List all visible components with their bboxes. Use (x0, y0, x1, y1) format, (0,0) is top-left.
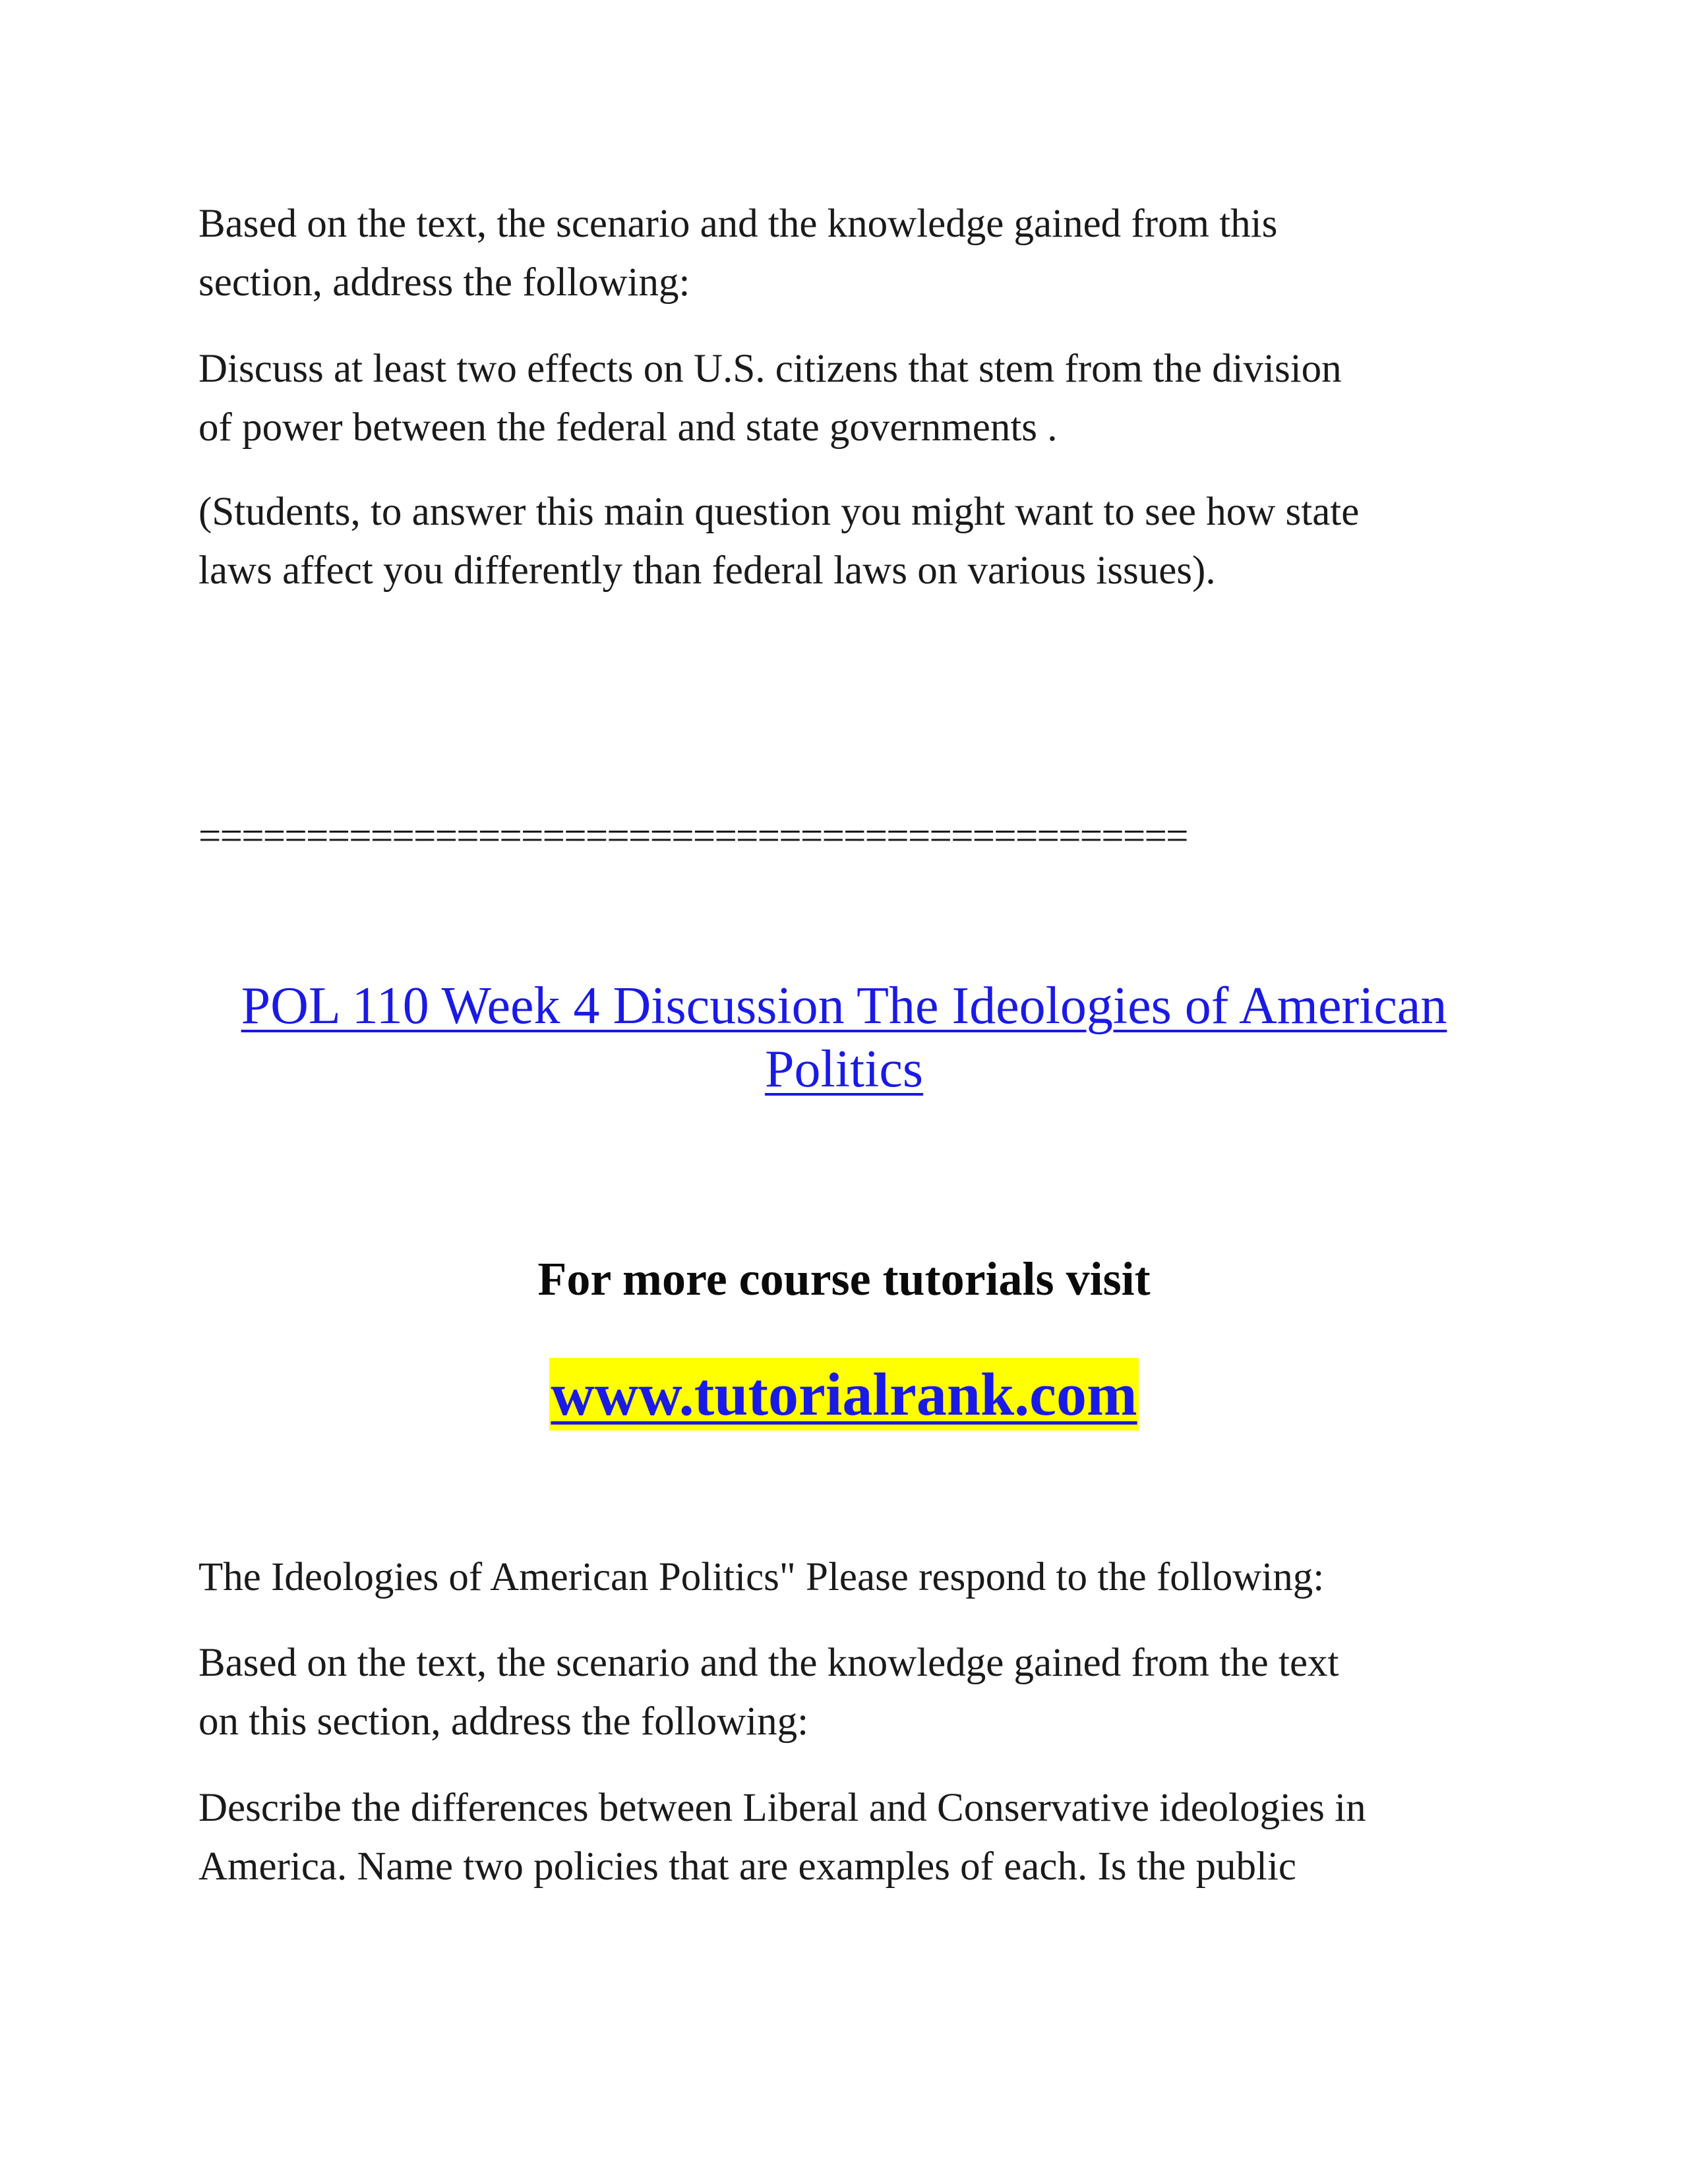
section1-intro-paragraph (198, 194, 1517, 312)
section1-question-line-2: of power between the federal and state governments . (198, 405, 1058, 450)
section2-question-paragraph (198, 1779, 1517, 1896)
section1-question-line-1: Discuss at least two effects on U.S. citizens that stem from the division (198, 347, 1342, 391)
course-title-line-2: Politics (764, 1040, 924, 1098)
section2-question-line-2: America. Name two policies that are examples of each. Is the public (198, 1845, 1296, 1889)
divider-rule: ============================================== (198, 814, 1188, 858)
section1-note-paragraph (198, 483, 1517, 600)
promo-visit-text: For more course tutorials visit (537, 1253, 1151, 1305)
section1-intro-line-2: section, address the following: (198, 260, 690, 305)
section1-intro-line-1: Based on the text, the scenario and the knowledge gained from this (198, 202, 1278, 246)
course-title-line-1: POL 110 Week 4 Discussion The Ideologies of American (241, 977, 1447, 1035)
section2-heading-line: The Ideologies of American Politics" Please respond to the following: (198, 1555, 1325, 1599)
promo-site-wrapper (0, 1358, 1688, 1431)
section2-question-line-1: Describe the differences between Liberal and Conservative ideologies in (198, 1786, 1366, 1830)
section2-intro-paragraph (198, 1634, 1517, 1751)
section2-intro-line-2: on this section, address the following: (198, 1699, 809, 1744)
section2-heading (198, 1548, 1517, 1607)
course-title-link[interactable] (0, 974, 1688, 1101)
promo-site-link[interactable]: www.tutorialrank.com (549, 1358, 1138, 1431)
section1-note-line-1: (Students, to answer this main question you might want to see how state (198, 490, 1360, 534)
section1-question-paragraph (198, 339, 1517, 457)
section1-note-line-2: laws affect you differently than federal laws on various issues). (198, 548, 1216, 593)
section2-intro-line-1: Based on the text, the scenario and the knowledge gained from the text (198, 1641, 1339, 1685)
